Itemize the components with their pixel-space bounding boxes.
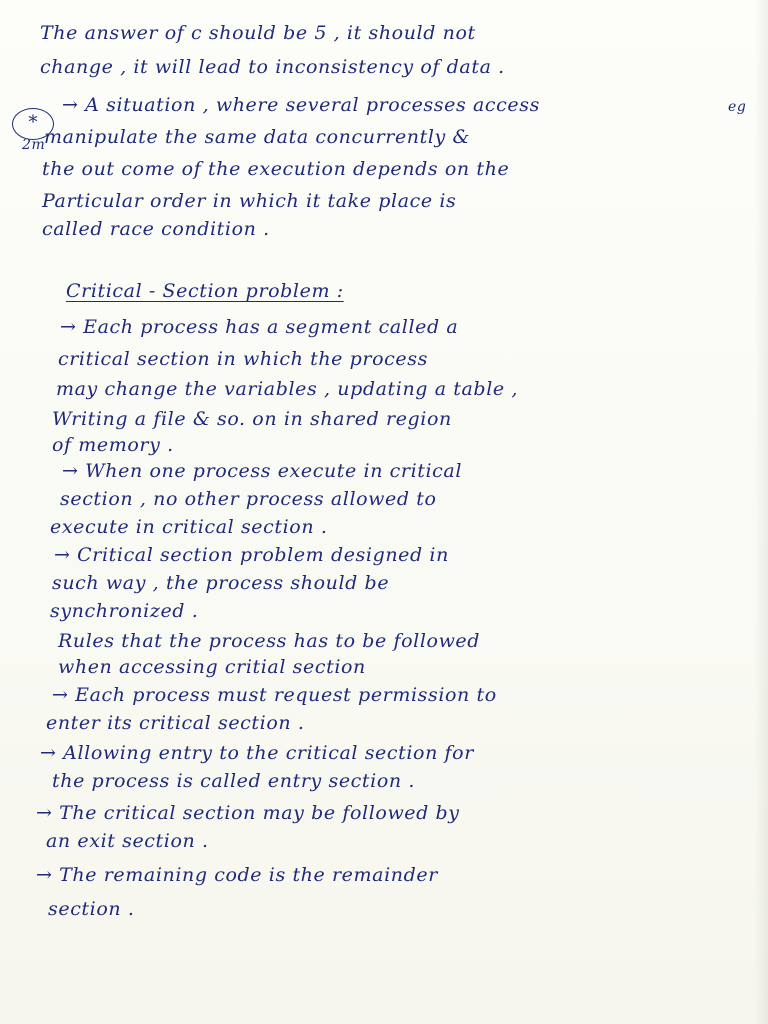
- body-line: → Each process must request permission to: [52, 684, 497, 706]
- body-line: section .: [48, 898, 135, 920]
- body-line: of memory .: [52, 434, 174, 456]
- body-line: Rules that the process has to be followed: [58, 630, 481, 652]
- body-line: synchronized .: [50, 600, 199, 622]
- note-line: → A situation , where several processes access: [62, 94, 540, 116]
- body-line: when accessing critial section: [58, 656, 366, 678]
- body-line: may change the variables , updating a table ,: [56, 378, 518, 400]
- note-line: manipulate the same data concurrently &: [44, 126, 471, 148]
- body-line: critical section in which the process: [58, 348, 428, 370]
- margin-note: eg: [728, 99, 747, 115]
- note-line: the out come of the execution depends on the: [42, 158, 510, 180]
- body-line: the process is called entry section .: [52, 770, 415, 792]
- body-line: Writing a file & so. on in shared region: [52, 408, 452, 430]
- note-line: change , it will lead to inconsistency of data .: [40, 56, 505, 78]
- body-line: execute in critical section .: [50, 516, 328, 538]
- note-line: The answer of c should be 5 , it should not: [40, 22, 476, 44]
- note-line: called race condition .: [42, 218, 270, 240]
- body-line: → The critical section may be followed by: [36, 802, 460, 824]
- section-heading: Critical - Section problem :: [66, 280, 344, 302]
- body-line: → Each process has a segment called a: [60, 316, 459, 338]
- body-line: enter its critical section .: [46, 712, 305, 734]
- body-line: → When one process execute in critical: [62, 460, 463, 482]
- body-line: section , no other process allowed to: [60, 488, 437, 510]
- body-line: an exit section .: [46, 830, 209, 852]
- body-line: → Critical section problem designed in: [54, 544, 449, 566]
- body-line: such way , the process should be: [52, 572, 390, 594]
- star-mark: *: [12, 108, 54, 140]
- note-line: Particular order in which it take place is: [42, 190, 457, 212]
- page-edge-shadow: [754, 0, 768, 1024]
- body-line: → Allowing entry to the critical section for: [40, 742, 474, 764]
- marks-label: 2m: [22, 137, 46, 153]
- body-line: → The remaining code is the remainder: [36, 864, 438, 886]
